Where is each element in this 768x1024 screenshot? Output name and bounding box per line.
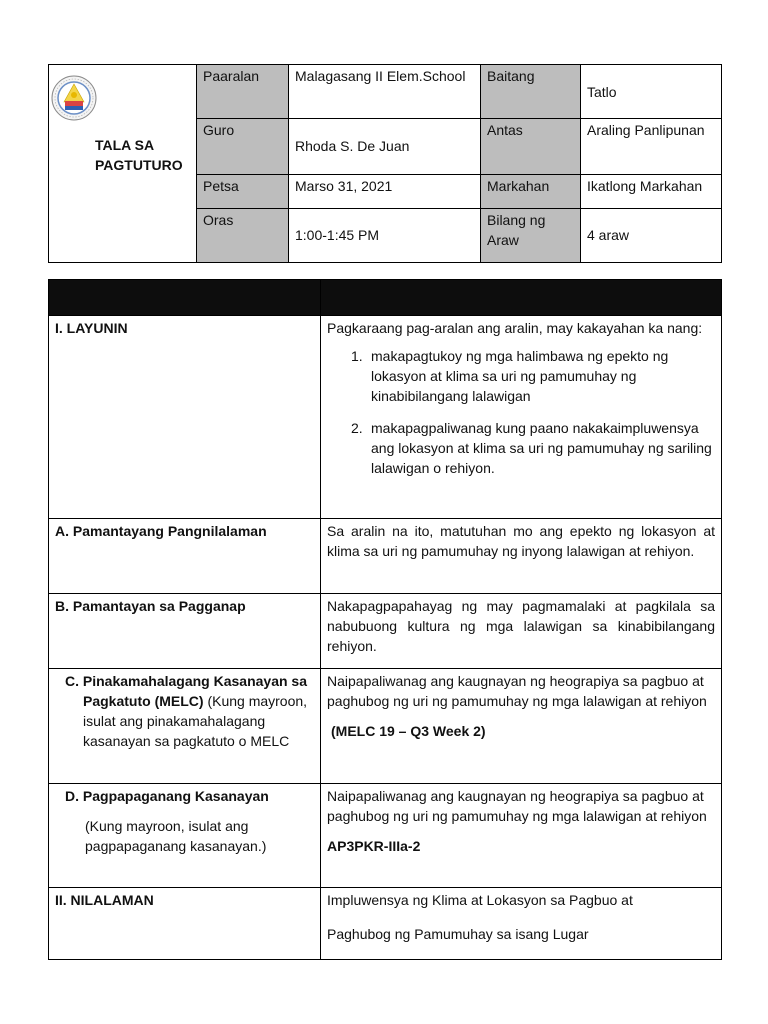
label-paaralan: Paaralan [197,65,289,119]
section-content-layunin [321,316,722,519]
d-title: D. Pagpapaganang Kasanayan [65,788,269,804]
value-bilang-ng-araw: 4 araw [581,208,722,262]
d-code: AP3PKR-IIIa-2 [327,838,421,854]
header-bar-left [49,280,321,316]
nilalaman-line-2: Paghubog ng Pamumuhay sa isang Lugar [327,926,589,942]
melc-code: (MELC 19 – Q3 Week 2) [331,723,486,739]
row-pamantayan-sa-pagganap [49,594,722,669]
header-bar-right [321,280,722,316]
d-content: Naipapaliwanag ang kaugnayan ng heograpiya sa pagbuo at paghubog ng uri ng pamumuhay ng mga lalawigan at rehiyon [327,788,707,824]
section-content-a: Sa aralin na ito, matutuhan mo ang epekto ng lokasyon at klima sa uri ng pamumuhay ng inyong lalawigan at rehiyon. [321,519,722,594]
section-content-nilalaman [321,888,722,960]
section-title-a: A. Pamantayang Pangnilalaman [49,519,321,594]
value-antas: Araling Panlipunan [581,119,722,174]
section-content-d [321,784,722,888]
row-pamantayang-pangnilalaman [49,519,722,594]
value-oras: 1:00-1:45 PM [289,208,481,262]
label-guro: Guro [197,119,289,174]
table-header-bar [49,280,722,316]
label-petsa: Petsa [197,174,289,208]
lesson-plan-table [48,279,722,960]
melc-heading [55,671,314,751]
value-baitang: Tatlo [581,65,722,119]
section-content-c [321,669,722,784]
objective-text: makapagtukoy ng mga halimbawa ng epekto ng lokasyon at klima sa uri ng pamumuhay ng kinabibilangang lalawigan [371,348,669,404]
row-layunin [49,316,722,519]
section-content-b: Nakapagpapahayag ng may pagmamalaki at pagkilala sa nabubuong kultura ng mga lalawigan sa kinabibilangang rehiyon. [321,594,722,669]
label-antas: Antas [481,119,581,174]
nilalaman-line-1: Impluwensya ng Klima at Lokasyon sa Pagbuo at [327,892,633,908]
row-melc [49,669,722,784]
document-title: TALA SA PAGTUTURO [95,137,183,173]
layunin-intro: Pagkaraang pag-aralan ang aralin, may kakayahan ka nang: [327,320,703,336]
value-petsa: Marso 31, 2021 [289,174,481,208]
section-title-nilalaman: II. NILALAMAN [49,888,321,960]
melc-title: C. Pinakamahalagang Kasanayan sa Pagkatuto (MELC) [65,673,307,709]
section-title-b: B. Pamantayan sa Pagganap [49,594,321,669]
value-guro: Rhoda S. De Juan [289,119,481,174]
section-title-c [49,669,321,784]
d-note: (Kung mayroon, isulat ang pagpapaganang kasanayan.) [85,818,267,854]
label-bilang-ng-araw: Bilang ng Araw [481,208,581,262]
row-nilalaman [49,888,722,960]
logo-title-cell [49,65,197,263]
objective-text: makapagpaliwanag kung paano nakakaimpluwensya ang lokasyon at klima sa uri ng pamumuhay ng sariling lalawigan o rehiyon. [371,420,712,476]
deped-seal-icon [51,75,97,121]
section-title-layunin: I. LAYUNIN [49,316,321,519]
objective-number: 1. [351,348,363,364]
objective-number: 2. [351,420,363,436]
objectives-list [327,346,715,478]
list-item [351,418,715,478]
row-pagpapaganang-kasanayan [49,784,722,888]
label-markahan: Markahan [481,174,581,208]
melc-note: (Kung mayroon, isulat ang pinakamahalagang kasanayan sa pagkatuto o MELC [83,693,308,749]
list-item [351,346,715,406]
label-baitang: Baitang [481,65,581,119]
header-table [48,64,722,263]
section-title-d [49,784,321,888]
label-oras: Oras [197,208,289,262]
value-paaralan: Malagasang II Elem.School [289,65,481,119]
value-markahan: Ikatlong Markahan [581,174,722,208]
melc-content: Naipapaliwanag ang kaugnayan ng heograpiya sa pagbuo at paghubog ng uri ng pamumuhay ng mga lalawigan at rehiyon [327,673,707,709]
